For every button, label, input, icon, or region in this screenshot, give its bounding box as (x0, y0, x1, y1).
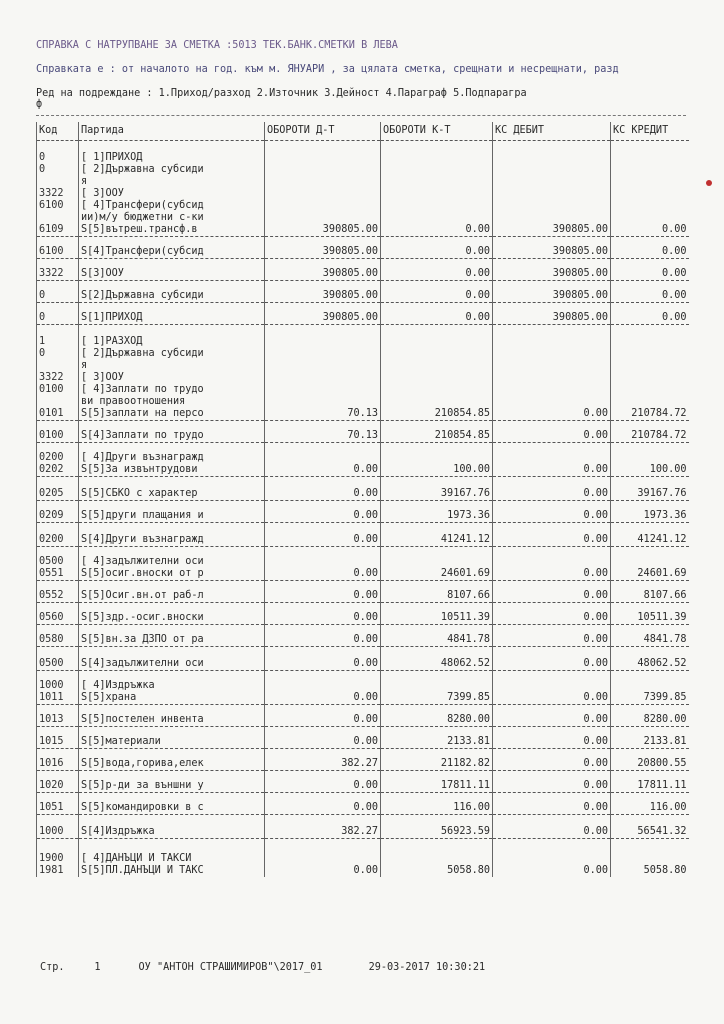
table-row (37, 421, 689, 443)
row-account: S[3]ООУ (79, 259, 265, 281)
row-turnover-credit: 0.00 (381, 281, 493, 303)
row-account: S[5]постелен инвента (79, 705, 265, 727)
row-turnover-credit: 8107.66 (381, 581, 493, 603)
row-code: 1051 (37, 793, 79, 815)
row-balance-credit: 48062.52 (611, 647, 689, 671)
row-balance-credit: 0.00 (611, 259, 689, 281)
row-balance-credit: 210784.72 (611, 421, 689, 443)
row-code: 1900 1981 (37, 839, 79, 877)
row-balance-debit: 0.00 (493, 325, 611, 421)
row-code: 0 0 3322 6100 6109 (37, 141, 79, 237)
row-balance-debit: 390805.00 (493, 141, 611, 237)
table-row (37, 603, 689, 625)
row-balance-debit: 0.00 (493, 501, 611, 523)
row-balance-credit: 17811.11 (611, 771, 689, 793)
row-balance-debit: 0.00 (493, 793, 611, 815)
row-code: 0580 (37, 625, 79, 647)
table-row (37, 443, 689, 477)
row-account: S[5]здр.-осиг.вноски (79, 603, 265, 625)
row-turnover-credit: 100.00 (381, 443, 493, 477)
row-turnover-debit: 0.00 (265, 727, 381, 749)
table-row (37, 581, 689, 603)
row-balance-credit: 20800.55 (611, 749, 689, 771)
row-balance-debit: 0.00 (493, 727, 611, 749)
row-account: [ 1]ПРИХОД [ 2]Държавна субсиди я [ 3]ООУ [ 4]Трансфери(субсид ии)м/у бюджетни с-ки S[5]вътреш.трансф.в (79, 141, 265, 237)
table-row (37, 705, 689, 727)
row-code: 1000 (37, 815, 79, 839)
row-code: 1020 (37, 771, 79, 793)
row-turnover-debit: 0.00 (265, 501, 381, 523)
row-turnover-credit: 210854.85 (381, 421, 493, 443)
row-code: 3322 (37, 259, 79, 281)
row-code: 0209 (37, 501, 79, 523)
row-account: [ 4]Други възнагражд S[5]За извънтрудови (79, 443, 265, 477)
row-turnover-credit: 1973.36 (381, 501, 493, 523)
row-turnover-debit: 0.00 (265, 523, 381, 547)
row-code: 0100 (37, 421, 79, 443)
table-row (37, 501, 689, 523)
row-turnover-debit: 0.00 (265, 625, 381, 647)
row-turnover-credit: 24601.69 (381, 547, 493, 581)
col-header-balance-credit: КС КРЕДИТ (611, 122, 689, 141)
row-balance-credit: 116.00 (611, 793, 689, 815)
report-title: СПРАВКА С НАТРУПВАНЕ ЗА СМЕТКА :5013 ТЕК.БАНК.СМЕТКИ В ЛЕВА (36, 40, 398, 51)
table-row (37, 815, 689, 839)
row-turnover-credit: 0.00 (381, 259, 493, 281)
row-turnover-debit: 0.00 (265, 793, 381, 815)
table-row (37, 259, 689, 281)
col-header-code: Код (37, 122, 79, 141)
row-balance-credit: 0.00 (611, 141, 689, 237)
row-balance-credit: 39167.76 (611, 477, 689, 501)
row-code: 1016 (37, 749, 79, 771)
row-turnover-debit: 0.00 (265, 647, 381, 671)
row-account: S[1]ПРИХОД (79, 303, 265, 325)
row-balance-credit: 1973.36 (611, 501, 689, 523)
row-account: S[5]материали (79, 727, 265, 749)
row-turnover-debit: 0.00 (265, 581, 381, 603)
row-code: 0 (37, 303, 79, 325)
row-balance-debit: 0.00 (493, 749, 611, 771)
row-balance-credit: 24601.69 (611, 547, 689, 581)
row-turnover-debit: 390805.00 (265, 281, 381, 303)
row-account: [ 4]задължителни оси S[5]осиг.вноски от р (79, 547, 265, 581)
row-turnover-credit: 0.00 (381, 141, 493, 237)
row-turnover-debit: 382.27 (265, 815, 381, 839)
row-turnover-credit: 210854.85 (381, 325, 493, 421)
ink-spot (706, 180, 712, 186)
row-account: S[5]вода,горива,елек (79, 749, 265, 771)
col-header-turnover-debit: ОБОРОТИ Д-Т (265, 122, 381, 141)
row-account: [ 4]Издръжка S[5]храна (79, 671, 265, 705)
table-row (37, 793, 689, 815)
row-account: S[5]Осиг.вн.от раб-л (79, 581, 265, 603)
row-account: S[4]Други възнагражд (79, 523, 265, 547)
row-account: S[5]други плащания и (79, 501, 265, 523)
row-turnover-credit: 39167.76 (381, 477, 493, 501)
page-footer (40, 962, 485, 973)
row-account: S[5]вн.за ДЗПО от ра (79, 625, 265, 647)
row-balance-debit: 0.00 (493, 647, 611, 671)
row-turnover-debit: 0.00 (265, 671, 381, 705)
row-balance-credit: 100.00 (611, 443, 689, 477)
page-label: Стр. (40, 962, 65, 973)
row-turnover-credit: 10511.39 (381, 603, 493, 625)
row-turnover-credit: 116.00 (381, 793, 493, 815)
row-account: S[4]Трансфери(субсид (79, 237, 265, 259)
sort-order-line: Ред на подреждане : 1.Приход/разход 2.Източник 3.Дейност 4.Параграф 5.Подпарагра (36, 88, 527, 99)
row-turnover-credit: 0.00 (381, 303, 493, 325)
row-code: 0552 (37, 581, 79, 603)
row-turnover-credit: 5058.80 (381, 839, 493, 877)
row-turnover-credit: 7399.85 (381, 671, 493, 705)
row-balance-credit: 4841.78 (611, 625, 689, 647)
row-account: S[4]Издръжка (79, 815, 265, 839)
row-code: 0 (37, 281, 79, 303)
row-turnover-debit: 390805.00 (265, 303, 381, 325)
row-turnover-debit: 0.00 (265, 771, 381, 793)
row-code: 0500 (37, 647, 79, 671)
row-turnover-debit: 390805.00 (265, 141, 381, 237)
row-account: S[5]р-ди за външни у (79, 771, 265, 793)
page-number: 1 (94, 962, 101, 973)
row-turnover-credit: 56923.59 (381, 815, 493, 839)
row-turnover-credit: 17811.11 (381, 771, 493, 793)
row-turnover-credit: 8280.00 (381, 705, 493, 727)
organization-name: ОУ "АНТОН СТРАШИМИРОВ"\2017_01 (138, 962, 323, 973)
table-row (37, 625, 689, 647)
row-account: S[5]СБКО с характер (79, 477, 265, 501)
row-balance-debit: 0.00 (493, 523, 611, 547)
row-balance-credit: 0.00 (611, 303, 689, 325)
row-balance-debit: 0.00 (493, 771, 611, 793)
table-row (37, 141, 689, 237)
row-account: [ 1]РАЗХОД [ 2]Държавна субсиди я [ 3]ООУ [ 4]Заплати по трудо ви правоотношения S[5]заплати на персо (79, 325, 265, 421)
row-code: 0560 (37, 603, 79, 625)
row-turnover-credit: 41241.12 (381, 523, 493, 547)
row-turnover-debit: 390805.00 (265, 259, 381, 281)
row-balance-debit: 390805.00 (493, 281, 611, 303)
row-balance-debit: 0.00 (493, 705, 611, 727)
row-account: S[5]командировки в с (79, 793, 265, 815)
row-balance-debit: 0.00 (493, 671, 611, 705)
table-row (37, 771, 689, 793)
row-turnover-debit: 70.13 (265, 421, 381, 443)
table-row (37, 523, 689, 547)
row-code: 0200 (37, 523, 79, 547)
row-turnover-credit: 4841.78 (381, 625, 493, 647)
row-balance-debit: 390805.00 (493, 303, 611, 325)
row-balance-debit: 0.00 (493, 625, 611, 647)
row-turnover-credit: 2133.81 (381, 727, 493, 749)
row-balance-debit: 390805.00 (493, 237, 611, 259)
table-row (37, 303, 689, 325)
row-turnover-credit: 48062.52 (381, 647, 493, 671)
row-turnover-debit: 0.00 (265, 547, 381, 581)
row-balance-credit: 5058.80 (611, 839, 689, 877)
table-row (37, 671, 689, 705)
row-code: 1 0 3322 0100 0101 (37, 325, 79, 421)
row-balance-credit: 0.00 (611, 237, 689, 259)
row-code: 0205 (37, 477, 79, 501)
row-turnover-debit: 382.27 (265, 749, 381, 771)
row-balance-debit: 0.00 (493, 443, 611, 477)
sort-order-line-cont: ф (36, 99, 43, 110)
report-table (36, 122, 689, 877)
row-turnover-debit: 70.13 (265, 325, 381, 421)
row-turnover-credit: 0.00 (381, 237, 493, 259)
row-code: 1013 (37, 705, 79, 727)
row-turnover-debit: 0.00 (265, 839, 381, 877)
row-balance-credit: 8280.00 (611, 705, 689, 727)
row-turnover-debit: 0.00 (265, 603, 381, 625)
row-balance-credit: 41241.12 (611, 523, 689, 547)
table-row (37, 839, 689, 877)
row-balance-debit: 0.00 (493, 581, 611, 603)
row-turnover-debit: 390805.00 (265, 237, 381, 259)
row-code: 6100 (37, 237, 79, 259)
col-header-balance-debit: КС ДЕБИТ (493, 122, 611, 141)
row-balance-credit: 56541.32 (611, 815, 689, 839)
table-row (37, 547, 689, 581)
row-account: [ 4]ДАНЪЦИ И ТАКСИ S[5]ПЛ.ДАНЪЦИ И ТАКС (79, 839, 265, 877)
row-code: 1015 (37, 727, 79, 749)
table-header-row (37, 122, 689, 141)
table-row (37, 281, 689, 303)
row-balance-debit: 0.00 (493, 421, 611, 443)
top-divider (36, 115, 686, 116)
row-code: 0500 0551 (37, 547, 79, 581)
row-balance-credit: 210784.72 (611, 325, 689, 421)
table-row (37, 749, 689, 771)
row-code: 1000 1011 (37, 671, 79, 705)
row-balance-debit: 0.00 (493, 547, 611, 581)
table-row (37, 727, 689, 749)
row-turnover-debit: 0.00 (265, 705, 381, 727)
row-balance-debit: 390805.00 (493, 259, 611, 281)
col-header-account: Партида (79, 122, 265, 141)
row-balance-credit: 10511.39 (611, 603, 689, 625)
row-balance-debit: 0.00 (493, 839, 611, 877)
row-turnover-credit: 21182.82 (381, 749, 493, 771)
row-balance-credit: 0.00 (611, 281, 689, 303)
row-balance-credit: 7399.85 (611, 671, 689, 705)
table-row (37, 325, 689, 421)
row-balance-credit: 8107.66 (611, 581, 689, 603)
row-balance-credit: 2133.81 (611, 727, 689, 749)
table-row (37, 647, 689, 671)
row-balance-debit: 0.00 (493, 815, 611, 839)
row-code: 0200 0202 (37, 443, 79, 477)
row-balance-debit: 0.00 (493, 477, 611, 501)
print-timestamp: 29-03-2017 10:30:21 (368, 962, 486, 973)
row-turnover-debit: 0.00 (265, 443, 381, 477)
row-account: S[4]задължителни оси (79, 647, 265, 671)
row-turnover-debit: 0.00 (265, 477, 381, 501)
row-balance-debit: 0.00 (493, 603, 611, 625)
row-account: S[4]Заплати по трудо (79, 421, 265, 443)
report-period: Справката е : от началото на год. към м. ЯНУАРИ , за цялата сметка, срещнати и несрещнати, разд (36, 64, 619, 75)
table-row (37, 477, 689, 501)
col-header-turnover-credit: ОБОРОТИ К-Т (381, 122, 493, 141)
table-row (37, 237, 689, 259)
row-account: S[2]Държавна субсиди (79, 281, 265, 303)
